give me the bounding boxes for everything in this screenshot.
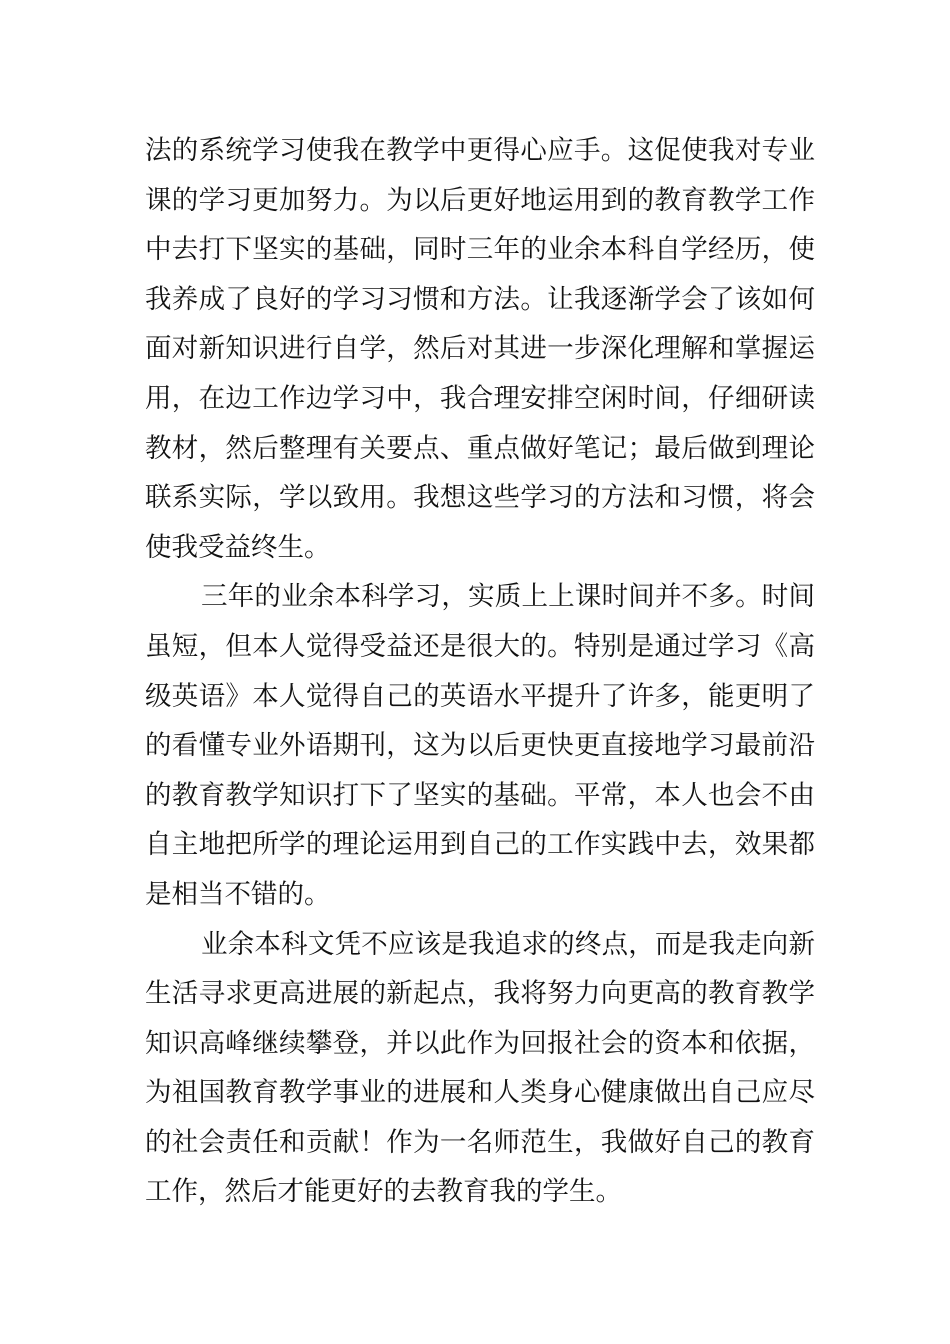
paragraph-line: 业余本科文凭不应该是我追求的终点，而是我走向新 bbox=[201, 928, 815, 960]
paragraph-line: 三年的业余本科学习，实质上上课时间并不多。时间 bbox=[201, 581, 815, 613]
paragraph-line: 生活寻求更高进展的新起点，我将努力向更高的教育教学 bbox=[145, 978, 815, 1010]
paragraph-line: 知识高峰继续攀登，并以此作为回报社会的资本和依据， bbox=[145, 1027, 815, 1059]
paragraph-line: 的教育教学知识打下了坚实的基础。平常，本人也会不由 bbox=[145, 779, 815, 811]
paragraph-line: 我养成了良好的学习习惯和方法。让我逐渐学会了该如何 bbox=[145, 283, 815, 315]
paragraph-line: 课的学习更加努力。为以后更好地运用到的教育教学工作 bbox=[145, 184, 815, 216]
paragraph-line: 是相当不错的。 bbox=[145, 878, 331, 910]
paragraph-line: 中去打下坚实的基础，同时三年的业余本科自学经历，使 bbox=[145, 234, 815, 266]
paragraph-line: 法的系统学习使我在教学中更得心应手。这促使我对专业 bbox=[145, 135, 815, 166]
paragraph-line: 级英语》本人觉得自己的英语水平提升了许多，能更明了 bbox=[145, 680, 815, 712]
paragraph-line: 联系实际，学以致用。我想这些学习的方法和习惯，将会 bbox=[145, 482, 815, 514]
paragraph-line: 用，在边工作边学习中，我合理安排空闲时间，仔细研读 bbox=[145, 382, 815, 414]
paragraph-line: 面对新知识进行自学，然后对其进一步深化理解和掌握运 bbox=[145, 333, 815, 365]
paragraph-line: 自主地把所学的理论运用到自己的工作实践中去，效果都 bbox=[145, 829, 815, 861]
paragraph-line: 的看懂专业外语期刊，这为以后更快更直接地学习最前沿 bbox=[145, 730, 815, 762]
document-body bbox=[145, 126, 815, 1217]
paragraph-line: 工作，然后才能更好的去教育我的学生。 bbox=[145, 1176, 622, 1208]
paragraph-2 bbox=[145, 572, 815, 919]
paragraph-1 bbox=[145, 126, 815, 572]
paragraph-line: 虽短，但本人觉得受益还是很大的。特别是通过学习《高 bbox=[145, 630, 815, 662]
paragraph-line: 教材，然后整理有关要点、重点做好笔记；最后做到理论 bbox=[145, 432, 815, 464]
paragraph-line: 为祖国教育教学事业的进展和人类身心健康做出自己应尽 bbox=[145, 1077, 815, 1109]
paragraph-3 bbox=[145, 920, 815, 1218]
paragraph-line: 的社会责任和贡献！作为一名师范生，我做好自己的教育 bbox=[145, 1126, 815, 1158]
paragraph-line: 使我受益终生。 bbox=[145, 531, 331, 563]
